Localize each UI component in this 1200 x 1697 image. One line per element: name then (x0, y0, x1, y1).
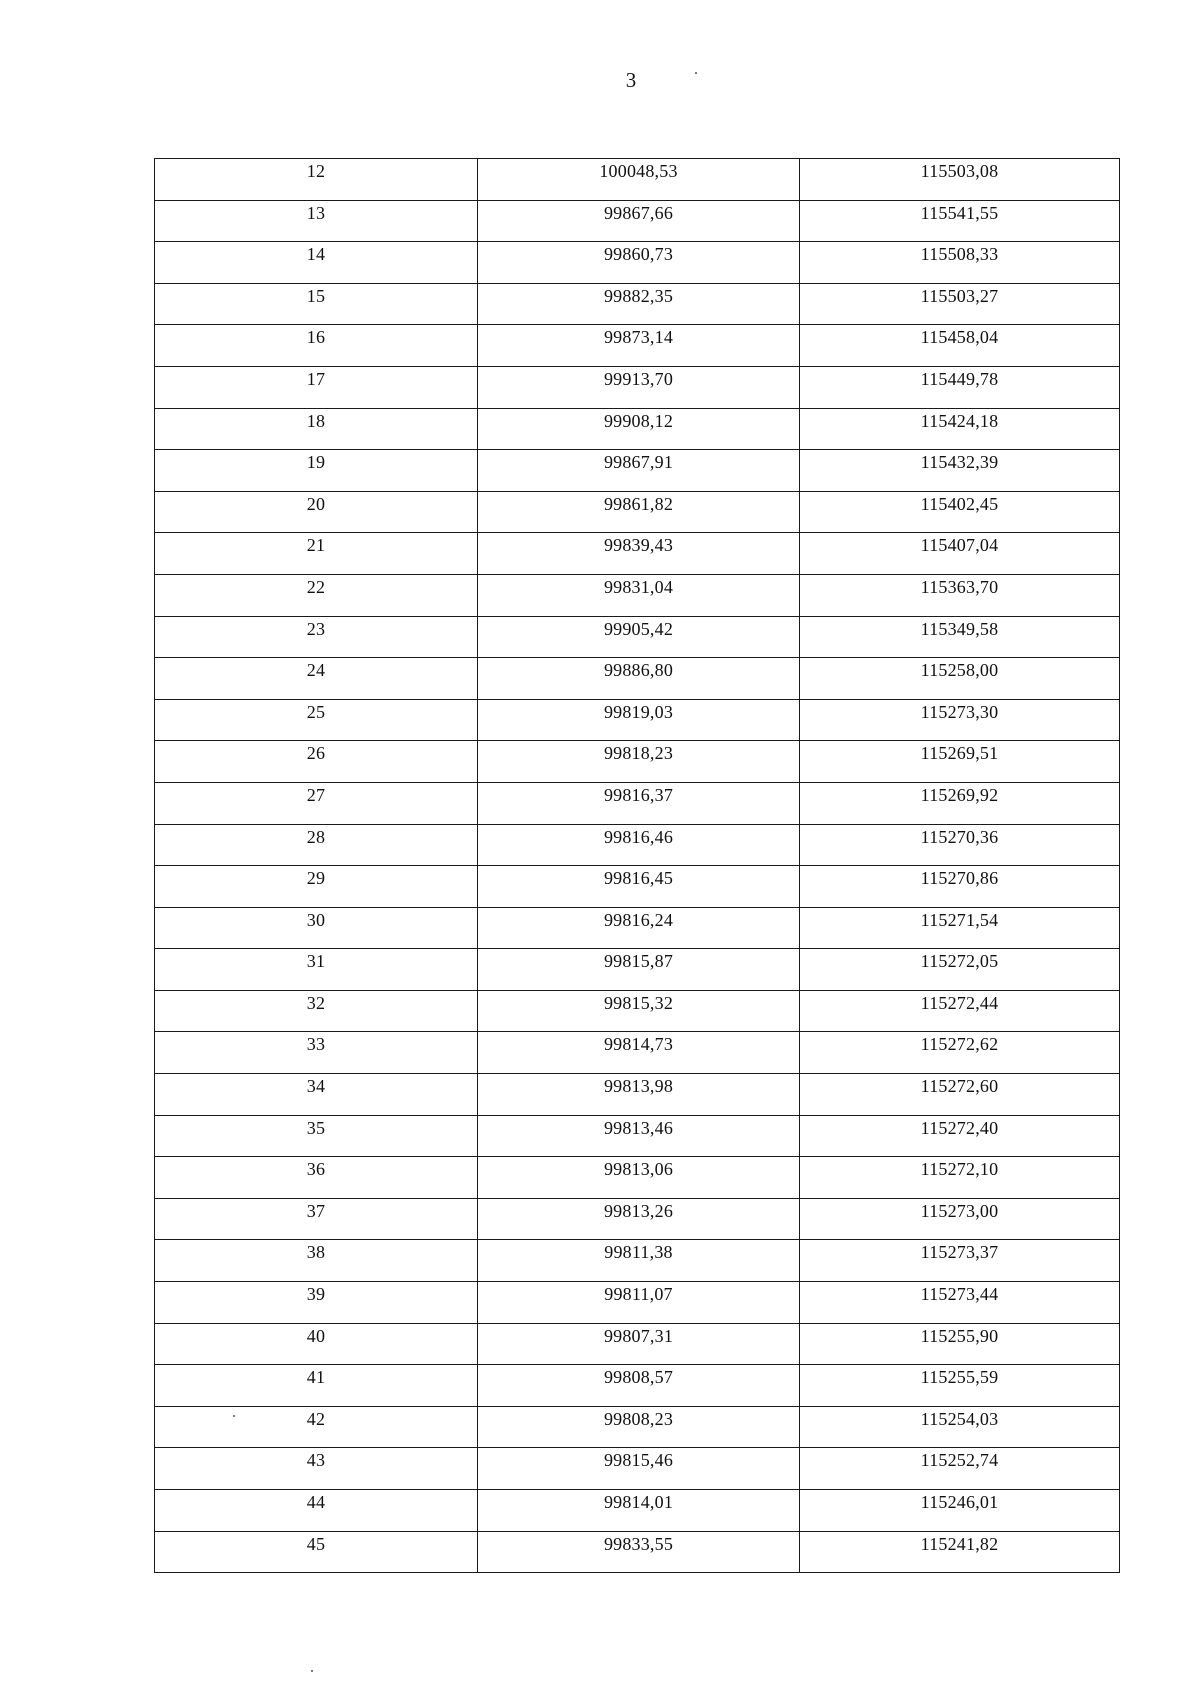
x-coordinate-cell-text: 99807,31 (603, 1325, 674, 1346)
y-coordinate-cell-text: 115270,86 (920, 868, 999, 889)
point-number-cell (155, 1490, 478, 1532)
scan-speck (233, 1415, 235, 1417)
point-number-cell-text: 28 (306, 826, 326, 847)
y-coordinate-cell-text: 115255,90 (920, 1325, 999, 1346)
table-row (155, 1448, 1120, 1490)
x-coordinate-cell (478, 990, 800, 1032)
point-number-cell-text: 39 (306, 1284, 326, 1305)
point-number-cell (155, 866, 478, 908)
y-coordinate-cell-text: 115258,00 (920, 660, 999, 681)
x-coordinate-cell-text: 99816,37 (603, 784, 674, 805)
point-number-cell-text: 26 (306, 743, 326, 764)
point-number-cell-text: 24 (306, 660, 326, 681)
point-number-cell (155, 616, 478, 658)
point-number-cell-text: 20 (306, 493, 326, 514)
table-row (155, 1157, 1120, 1199)
point-number-cell-text: 18 (306, 410, 326, 431)
y-coordinate-cell (800, 907, 1120, 949)
y-coordinate-cell (800, 1074, 1120, 1116)
table-row (155, 533, 1120, 575)
x-coordinate-cell (478, 242, 800, 284)
table-row (155, 366, 1120, 408)
y-coordinate-cell-text: 115424,18 (920, 410, 999, 431)
point-number-cell-text: 19 (306, 452, 326, 473)
table-row (155, 1323, 1120, 1365)
x-coordinate-cell (478, 1074, 800, 1116)
point-number-cell (155, 159, 478, 201)
y-coordinate-cell-text: 115503,08 (920, 161, 999, 181)
coordinates-table (154, 158, 1120, 1573)
point-number-cell-text: 29 (306, 868, 326, 889)
point-number-cell-text: 35 (306, 1117, 326, 1138)
x-coordinate-cell (478, 450, 800, 492)
table-row (155, 1531, 1120, 1573)
x-coordinate-cell (478, 824, 800, 866)
x-coordinate-cell-text: 99816,24 (603, 909, 674, 930)
x-coordinate-cell-text: 99808,23 (603, 1408, 674, 1429)
x-coordinate-cell-text: 99839,43 (603, 535, 674, 556)
x-coordinate-cell (478, 366, 800, 408)
x-coordinate-cell-text: 99811,07 (604, 1284, 673, 1305)
x-coordinate-cell (478, 907, 800, 949)
y-coordinate-cell-text: 115270,36 (920, 826, 999, 847)
x-coordinate-cell-text: 100048,53 (599, 161, 678, 181)
table-row (155, 658, 1120, 700)
point-number-cell (155, 782, 478, 824)
point-number-cell (155, 283, 478, 325)
y-coordinate-cell-text: 115541,55 (920, 202, 999, 223)
point-number-cell-text: 40 (306, 1325, 326, 1346)
y-coordinate-cell (800, 574, 1120, 616)
point-number-cell (155, 1448, 478, 1490)
y-coordinate-cell-text: 115272,05 (920, 951, 999, 972)
y-coordinate-cell-text: 115273,44 (920, 1284, 999, 1305)
point-number-cell-text: 23 (306, 618, 326, 639)
scan-speck (311, 1670, 313, 1672)
y-coordinate-cell (800, 1365, 1120, 1407)
y-coordinate-cell-text: 115241,82 (920, 1533, 999, 1554)
point-number-cell (155, 1157, 478, 1199)
point-number-cell (155, 990, 478, 1032)
y-coordinate-cell-text: 115273,30 (920, 701, 999, 722)
table-row (155, 1365, 1120, 1407)
point-number-cell (155, 699, 478, 741)
y-coordinate-cell-text: 115272,44 (920, 992, 999, 1013)
point-number-cell (155, 1365, 478, 1407)
x-coordinate-cell-text: 99813,98 (603, 1076, 674, 1097)
point-number-cell-text: 32 (306, 992, 326, 1013)
y-coordinate-cell (800, 1115, 1120, 1157)
y-coordinate-cell-text: 115363,70 (920, 576, 999, 597)
y-coordinate-cell-text: 115407,04 (920, 535, 999, 556)
point-number-cell (155, 325, 478, 367)
y-coordinate-cell-text: 115269,92 (920, 784, 999, 805)
table-row (155, 824, 1120, 866)
x-coordinate-cell-text: 99873,14 (603, 327, 674, 348)
y-coordinate-cell-text: 115272,10 (920, 1159, 999, 1180)
x-coordinate-cell (478, 699, 800, 741)
point-number-cell (155, 1240, 478, 1282)
point-number-cell (155, 1115, 478, 1157)
y-coordinate-cell (800, 159, 1120, 201)
y-coordinate-cell (800, 1282, 1120, 1324)
point-number-cell (155, 450, 478, 492)
point-number-cell (155, 824, 478, 866)
y-coordinate-cell-text: 115458,04 (920, 327, 999, 348)
y-coordinate-cell (800, 782, 1120, 824)
y-coordinate-cell-text: 115349,58 (920, 618, 999, 639)
x-coordinate-cell (478, 782, 800, 824)
y-coordinate-cell (800, 1323, 1120, 1365)
x-coordinate-cell (478, 1448, 800, 1490)
y-coordinate-cell-text: 115252,74 (920, 1450, 999, 1471)
x-coordinate-cell (478, 325, 800, 367)
x-coordinate-cell-text: 99833,55 (603, 1533, 674, 1554)
x-coordinate-cell-text: 99814,73 (603, 1034, 674, 1055)
table-row (155, 325, 1120, 367)
x-coordinate-cell-text: 99818,23 (603, 743, 674, 764)
x-coordinate-cell (478, 159, 800, 201)
y-coordinate-cell (800, 1157, 1120, 1199)
point-number-cell-text: 16 (306, 327, 326, 348)
x-coordinate-cell-text: 99813,06 (603, 1159, 674, 1180)
point-number-cell-text: 22 (306, 576, 326, 597)
x-coordinate-cell-text: 99813,26 (603, 1200, 674, 1221)
y-coordinate-cell (800, 1490, 1120, 1532)
x-coordinate-cell-text: 99811,38 (604, 1242, 673, 1263)
point-number-cell (155, 200, 478, 242)
point-number-cell-text: 45 (306, 1533, 326, 1554)
point-number-cell-text: 27 (306, 784, 326, 805)
point-number-cell-text: 38 (306, 1242, 326, 1263)
x-coordinate-cell-text: 99831,04 (603, 576, 674, 597)
table-row (155, 242, 1120, 284)
x-coordinate-cell (478, 1531, 800, 1573)
table-row (155, 1282, 1120, 1324)
y-coordinate-cell (800, 1032, 1120, 1074)
y-coordinate-cell-text: 115402,45 (920, 493, 999, 514)
table-row (155, 1406, 1120, 1448)
x-coordinate-cell (478, 1032, 800, 1074)
y-coordinate-cell (800, 824, 1120, 866)
x-coordinate-cell-text: 99867,66 (603, 202, 674, 223)
point-number-cell-text: 12 (306, 161, 326, 181)
point-number-cell-text: 21 (306, 535, 326, 556)
table-row (155, 159, 1120, 201)
table-row (155, 1074, 1120, 1116)
table-row (155, 866, 1120, 908)
x-coordinate-cell-text: 99908,12 (603, 410, 674, 431)
point-number-cell (155, 1531, 478, 1573)
x-coordinate-cell (478, 741, 800, 783)
x-coordinate-cell (478, 866, 800, 908)
table-row (155, 949, 1120, 991)
point-number-cell (155, 242, 478, 284)
table-row (155, 1115, 1120, 1157)
y-coordinate-cell-text: 115269,51 (920, 743, 999, 764)
x-coordinate-cell (478, 283, 800, 325)
y-coordinate-cell (800, 242, 1120, 284)
y-coordinate-cell (800, 1448, 1120, 1490)
x-coordinate-cell (478, 1282, 800, 1324)
point-number-cell-text: 13 (306, 202, 326, 223)
table-row (155, 699, 1120, 741)
point-number-cell (155, 741, 478, 783)
y-coordinate-cell-text: 115273,00 (920, 1200, 999, 1221)
table-row (155, 616, 1120, 658)
point-number-cell (155, 1032, 478, 1074)
x-coordinate-cell (478, 574, 800, 616)
x-coordinate-cell (478, 949, 800, 991)
point-number-cell-text: 31 (306, 951, 326, 972)
point-number-cell (155, 1406, 478, 1448)
x-coordinate-cell (478, 1240, 800, 1282)
table-row (155, 782, 1120, 824)
y-coordinate-cell-text: 115432,39 (920, 452, 999, 473)
point-number-cell-text: 30 (306, 909, 326, 930)
y-coordinate-cell-text: 115503,27 (920, 285, 999, 306)
scan-speck (695, 72, 697, 74)
table-row (155, 741, 1120, 783)
y-coordinate-cell (800, 866, 1120, 908)
x-coordinate-cell (478, 1490, 800, 1532)
x-coordinate-cell (478, 616, 800, 658)
point-number-cell (155, 491, 478, 533)
coordinates-table-body (155, 159, 1120, 1573)
point-number-cell-text: 37 (306, 1200, 326, 1221)
x-coordinate-cell-text: 99814,01 (603, 1492, 674, 1512)
y-coordinate-cell-text: 115508,33 (920, 244, 999, 265)
table-row (155, 574, 1120, 616)
x-coordinate-cell (478, 533, 800, 575)
y-coordinate-cell-text: 115254,03 (920, 1408, 999, 1429)
page-number: 3 (625, 68, 637, 92)
y-coordinate-cell (800, 616, 1120, 658)
y-coordinate-cell-text: 115272,60 (920, 1076, 999, 1097)
point-number-cell-text: 15 (306, 285, 326, 306)
y-coordinate-cell-text: 115246,01 (920, 1492, 999, 1512)
x-coordinate-cell-text: 99819,03 (603, 701, 674, 722)
x-coordinate-cell (478, 200, 800, 242)
x-coordinate-cell-text: 99867,91 (603, 452, 674, 473)
table-row (155, 200, 1120, 242)
x-coordinate-cell-text: 99882,35 (603, 285, 674, 306)
y-coordinate-cell (800, 1198, 1120, 1240)
x-coordinate-cell-text: 99905,42 (603, 618, 674, 639)
x-coordinate-cell-text: 99815,46 (603, 1450, 674, 1471)
table-row (155, 283, 1120, 325)
point-number-cell (155, 907, 478, 949)
y-coordinate-cell (800, 325, 1120, 367)
y-coordinate-cell-text: 115255,59 (920, 1367, 999, 1388)
x-coordinate-cell (478, 1157, 800, 1199)
point-number-cell-text: 25 (306, 701, 326, 722)
x-coordinate-cell (478, 1323, 800, 1365)
point-number-cell (155, 1323, 478, 1365)
x-coordinate-cell (478, 1198, 800, 1240)
table-row (155, 1490, 1120, 1532)
table-row (155, 907, 1120, 949)
table-row (155, 1032, 1120, 1074)
table-row (155, 408, 1120, 450)
table-row (155, 450, 1120, 492)
y-coordinate-cell-text: 115272,62 (920, 1034, 999, 1055)
x-coordinate-cell (478, 1406, 800, 1448)
point-number-cell-text: 33 (306, 1034, 326, 1055)
point-number-cell (155, 949, 478, 991)
table-row (155, 1240, 1120, 1282)
x-coordinate-cell-text: 99913,70 (603, 368, 674, 389)
x-coordinate-cell (478, 1365, 800, 1407)
point-number-cell-text: 14 (306, 244, 326, 265)
y-coordinate-cell (800, 366, 1120, 408)
point-number-cell (155, 1198, 478, 1240)
y-coordinate-cell (800, 699, 1120, 741)
y-coordinate-cell (800, 990, 1120, 1032)
x-coordinate-cell-text: 99861,82 (603, 493, 674, 514)
y-coordinate-cell (800, 1406, 1120, 1448)
y-coordinate-cell-text: 115271,54 (920, 909, 999, 930)
point-number-cell-text: 42 (306, 1408, 326, 1429)
x-coordinate-cell-text: 99886,80 (603, 660, 674, 681)
point-number-cell-text: 34 (306, 1076, 326, 1097)
point-number-cell (155, 1282, 478, 1324)
x-coordinate-cell-text: 99860,73 (603, 244, 674, 265)
table-row (155, 1198, 1120, 1240)
x-coordinate-cell-text: 99808,57 (603, 1367, 674, 1388)
point-number-cell (155, 1074, 478, 1116)
y-coordinate-cell (800, 1531, 1120, 1573)
point-number-cell (155, 574, 478, 616)
y-coordinate-cell (800, 1240, 1120, 1282)
x-coordinate-cell-text: 99815,32 (603, 992, 674, 1013)
y-coordinate-cell (800, 200, 1120, 242)
y-coordinate-cell (800, 408, 1120, 450)
point-number-cell-text: 36 (306, 1159, 326, 1180)
x-coordinate-cell (478, 1115, 800, 1157)
table-row (155, 990, 1120, 1032)
y-coordinate-cell (800, 658, 1120, 700)
y-coordinate-cell (800, 949, 1120, 991)
x-coordinate-cell-text: 99816,45 (603, 868, 674, 889)
point-number-cell-text: 44 (306, 1492, 326, 1512)
x-coordinate-cell-text: 99813,46 (603, 1117, 674, 1138)
y-coordinate-cell-text: 115273,37 (920, 1242, 999, 1263)
point-number-cell-text: 41 (306, 1367, 326, 1388)
x-coordinate-cell-text: 99815,87 (603, 951, 674, 972)
y-coordinate-cell (800, 491, 1120, 533)
point-number-cell-text: 17 (306, 368, 326, 389)
x-coordinate-cell (478, 491, 800, 533)
x-coordinate-cell (478, 658, 800, 700)
point-number-cell (155, 533, 478, 575)
point-number-cell (155, 366, 478, 408)
y-coordinate-cell (800, 450, 1120, 492)
point-number-cell (155, 408, 478, 450)
x-coordinate-cell-text: 99816,46 (603, 826, 674, 847)
y-coordinate-cell (800, 741, 1120, 783)
y-coordinate-cell (800, 533, 1120, 575)
x-coordinate-cell (478, 408, 800, 450)
point-number-cell-text: 43 (306, 1450, 326, 1471)
y-coordinate-cell-text: 115449,78 (920, 368, 999, 389)
y-coordinate-cell (800, 283, 1120, 325)
table-row (155, 491, 1120, 533)
y-coordinate-cell-text: 115272,40 (920, 1117, 999, 1138)
point-number-cell (155, 658, 478, 700)
